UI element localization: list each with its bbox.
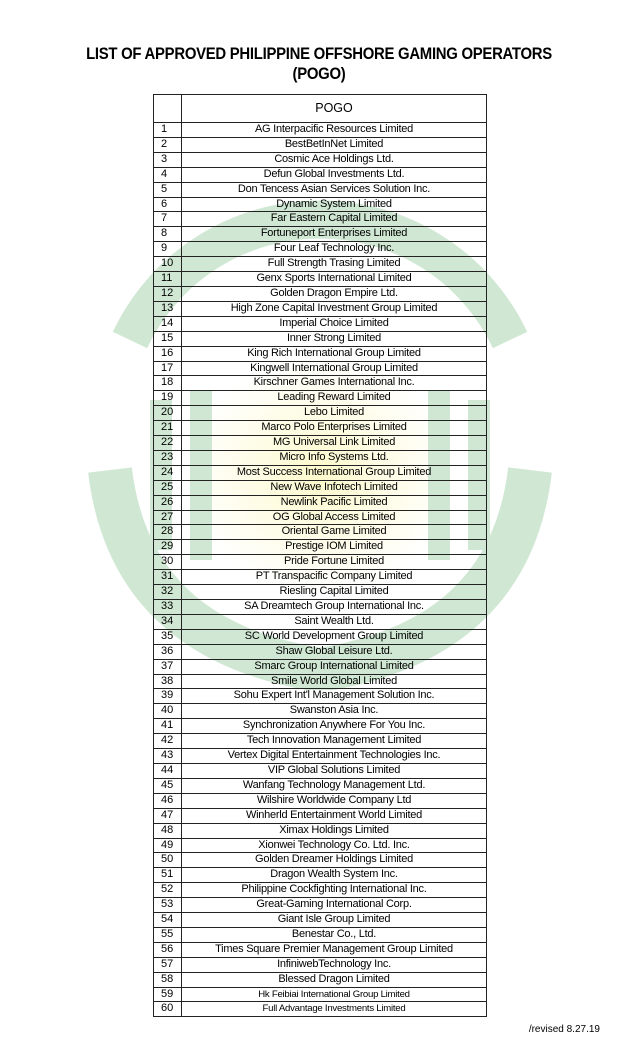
- operator-name: Hk Feibiai International Group Limited: [182, 987, 487, 1002]
- row-number: 11: [154, 272, 182, 287]
- row-number: 51: [154, 868, 182, 883]
- operator-name: Benestar Co., Ltd.: [182, 927, 487, 942]
- operator-name: AG Interpacific Resources Limited: [182, 123, 487, 138]
- operator-name: Golden Dragon Empire Ltd.: [182, 286, 487, 301]
- table-row: [154, 376, 487, 391]
- table-row: [154, 421, 487, 436]
- row-number: 32: [154, 585, 182, 600]
- row-number: 55: [154, 927, 182, 942]
- table-row: [154, 913, 487, 928]
- row-number: 2: [154, 137, 182, 152]
- table-row: [154, 853, 487, 868]
- row-number: 21: [154, 421, 182, 436]
- operator-name: Far Eastern Capital Limited: [182, 212, 487, 227]
- operator-name: Full Advantage Investments Limited: [182, 1002, 487, 1017]
- row-number: 31: [154, 570, 182, 585]
- table-row: [154, 644, 487, 659]
- table-row: [154, 182, 487, 197]
- operator-name: Dynamic System Limited: [182, 197, 487, 212]
- table-row: [154, 286, 487, 301]
- operator-name: Lebo Limited: [182, 406, 487, 421]
- table-row: [154, 227, 487, 242]
- table-row: [154, 346, 487, 361]
- operator-name: Fortuneport Enterprises Limited: [182, 227, 487, 242]
- table-row: [154, 689, 487, 704]
- table-row: [154, 137, 487, 152]
- row-number: 46: [154, 793, 182, 808]
- operator-name: Smile World Global Limited: [182, 674, 487, 689]
- row-number: 40: [154, 704, 182, 719]
- operator-name: OG Global Access Limited: [182, 510, 487, 525]
- table-row: [154, 272, 487, 287]
- row-number: 36: [154, 644, 182, 659]
- revised-date: /revised 8.27.19: [528, 1024, 600, 1035]
- operator-name: Most Success International Group Limited: [182, 465, 487, 480]
- operator-name: SA Dreamtech Group International Inc.: [182, 600, 487, 615]
- row-number: 30: [154, 555, 182, 570]
- row-number: 59: [154, 987, 182, 1002]
- row-number: 14: [154, 316, 182, 331]
- row-number: 56: [154, 942, 182, 957]
- table-row: [154, 361, 487, 376]
- table-body: [154, 123, 487, 1017]
- row-number: 16: [154, 346, 182, 361]
- table-row: [154, 749, 487, 764]
- operator-name: Blessed Dragon Limited: [182, 972, 487, 987]
- row-number: 10: [154, 257, 182, 272]
- operator-name: Don Tencess Asian Services Solution Inc.: [182, 182, 487, 197]
- row-number: 18: [154, 376, 182, 391]
- table-row: [154, 1002, 487, 1017]
- row-number: 24: [154, 465, 182, 480]
- title-line-2: (POGO): [292, 65, 346, 83]
- table-row: [154, 316, 487, 331]
- table-row: [154, 257, 487, 272]
- title-line-1: LIST OF APPROVED PHILIPPINE OFFSHORE GAMING OPERATORS: [86, 45, 552, 63]
- pogo-table: [153, 94, 487, 1017]
- row-number: 8: [154, 227, 182, 242]
- row-number: 57: [154, 957, 182, 972]
- header-number-cell: [154, 95, 182, 123]
- row-number: 25: [154, 480, 182, 495]
- row-number: 3: [154, 152, 182, 167]
- table-row: [154, 301, 487, 316]
- table-row: [154, 614, 487, 629]
- operator-name: Cosmic Ace Holdings Ltd.: [182, 152, 487, 167]
- operator-name: Kingwell International Group Limited: [182, 361, 487, 376]
- row-number: 48: [154, 823, 182, 838]
- table-row: [154, 898, 487, 913]
- operator-name: Swanston Asia Inc.: [182, 704, 487, 719]
- table-row: [154, 972, 487, 987]
- table-row: [154, 763, 487, 778]
- operator-name: Wanfang Technology Management Ltd.: [182, 778, 487, 793]
- row-number: 54: [154, 913, 182, 928]
- row-number: 60: [154, 1002, 182, 1017]
- operator-name: Micro Info Systems Ltd.: [182, 450, 487, 465]
- operator-name: Imperial Choice Limited: [182, 316, 487, 331]
- table-row: [154, 510, 487, 525]
- operator-name: High Zone Capital Investment Group Limited: [182, 301, 487, 316]
- document-title: [26, 44, 613, 84]
- row-number: 43: [154, 749, 182, 764]
- row-number: 27: [154, 510, 182, 525]
- row-number: 17: [154, 361, 182, 376]
- operator-name: Sohu Expert Int'l Management Solution Inc.: [182, 689, 487, 704]
- table-row: [154, 212, 487, 227]
- table-header-row: [154, 95, 487, 123]
- row-number: 5: [154, 182, 182, 197]
- operator-name: Tech Innovation Management Limited: [182, 734, 487, 749]
- row-number: 47: [154, 808, 182, 823]
- table-row: [154, 152, 487, 167]
- operator-name: Great-Gaming International Corp.: [182, 898, 487, 913]
- table-row: [154, 942, 487, 957]
- operator-name: Shaw Global Leisure Ltd.: [182, 644, 487, 659]
- operator-name: Inner Strong Limited: [182, 331, 487, 346]
- operator-name: Philippine Cockfighting International Inc.: [182, 883, 487, 898]
- row-number: 45: [154, 778, 182, 793]
- operator-name: Newlink Pacific Limited: [182, 495, 487, 510]
- row-number: 26: [154, 495, 182, 510]
- table-row: [154, 450, 487, 465]
- row-number: 4: [154, 167, 182, 182]
- row-number: 22: [154, 436, 182, 451]
- table-row: [154, 540, 487, 555]
- operator-name: Saint Wealth Ltd.: [182, 614, 487, 629]
- table-row: [154, 436, 487, 451]
- row-number: 49: [154, 838, 182, 853]
- operator-name: Times Square Premier Management Group Limited: [182, 942, 487, 957]
- table-row: [154, 927, 487, 942]
- operator-name: InfiniwebTechnology Inc.: [182, 957, 487, 972]
- table-row: [154, 600, 487, 615]
- operator-name: Giant Isle Group Limited: [182, 913, 487, 928]
- row-number: 39: [154, 689, 182, 704]
- operator-name: Four Leaf Technology Inc.: [182, 242, 487, 257]
- row-number: 41: [154, 719, 182, 734]
- row-number: 35: [154, 629, 182, 644]
- row-number: 52: [154, 883, 182, 898]
- operator-name: PT Transpacific Company Limited: [182, 570, 487, 585]
- table-row: [154, 555, 487, 570]
- row-number: 9: [154, 242, 182, 257]
- row-number: 58: [154, 972, 182, 987]
- row-number: 42: [154, 734, 182, 749]
- operator-name: Marco Polo Enterprises Limited: [182, 421, 487, 436]
- operator-name: Synchronization Anywhere For You Inc.: [182, 719, 487, 734]
- table-row: [154, 734, 487, 749]
- row-number: 12: [154, 286, 182, 301]
- operator-name: VIP Global Solutions Limited: [182, 763, 487, 778]
- table-row: [154, 823, 487, 838]
- table-row: [154, 242, 487, 257]
- operator-name: SC World Development Group Limited: [182, 629, 487, 644]
- table-row: [154, 868, 487, 883]
- operator-name: Xionwei Technology Co. Ltd. Inc.: [182, 838, 487, 853]
- row-number: 37: [154, 659, 182, 674]
- table-row: [154, 838, 487, 853]
- table-row: [154, 391, 487, 406]
- operator-name: New Wave Infotech Limited: [182, 480, 487, 495]
- table-row: [154, 480, 487, 495]
- operator-name: Defun Global Investments Ltd.: [182, 167, 487, 182]
- table-row: [154, 585, 487, 600]
- row-number: 34: [154, 614, 182, 629]
- header-pogo: POGO: [182, 95, 487, 123]
- operator-name: Full Strength Trasing Limited: [182, 257, 487, 272]
- operator-name: Dragon Wealth System Inc.: [182, 868, 487, 883]
- table-row: [154, 778, 487, 793]
- row-number: 38: [154, 674, 182, 689]
- row-number: 29: [154, 540, 182, 555]
- row-number: 7: [154, 212, 182, 227]
- table-row: [154, 719, 487, 734]
- table-row: [154, 197, 487, 212]
- table-row: [154, 331, 487, 346]
- operator-name: Vertex Digital Entertainment Technologies Inc.: [182, 749, 487, 764]
- row-number: 6: [154, 197, 182, 212]
- table-row: [154, 406, 487, 421]
- row-number: 20: [154, 406, 182, 421]
- operator-name: MG Universal Link Limited: [182, 436, 487, 451]
- operator-name: BestBetInNet Limited: [182, 137, 487, 152]
- table-row: [154, 570, 487, 585]
- table-row: [154, 525, 487, 540]
- table-row: [154, 883, 487, 898]
- row-number: 1: [154, 123, 182, 138]
- row-number: 53: [154, 898, 182, 913]
- operator-name: King Rich International Group Limited: [182, 346, 487, 361]
- table-row: [154, 808, 487, 823]
- row-number: 15: [154, 331, 182, 346]
- row-number: 50: [154, 853, 182, 868]
- row-number: 33: [154, 600, 182, 615]
- operator-name: Prestige IOM Limited: [182, 540, 487, 555]
- table-row: [154, 123, 487, 138]
- operator-name: Kirschner Games International Inc.: [182, 376, 487, 391]
- table-row: [154, 987, 487, 1002]
- row-number: 13: [154, 301, 182, 316]
- row-number: 23: [154, 450, 182, 465]
- operator-name: Wilshire Worldwide Company Ltd: [182, 793, 487, 808]
- row-number: 28: [154, 525, 182, 540]
- table-row: [154, 495, 487, 510]
- operator-name: Riesling Capital Limited: [182, 585, 487, 600]
- operator-name: Golden Dreamer Holdings Limited: [182, 853, 487, 868]
- table-row: [154, 629, 487, 644]
- operator-name: Genx Sports International Limited: [182, 272, 487, 287]
- operator-name: Winherld Entertainment World Limited: [182, 808, 487, 823]
- row-number: 44: [154, 763, 182, 778]
- table-row: [154, 957, 487, 972]
- table-row: [154, 793, 487, 808]
- table-row: [154, 704, 487, 719]
- table-row: [154, 465, 487, 480]
- operator-name: Oriental Game Limited: [182, 525, 487, 540]
- table-row: [154, 674, 487, 689]
- table-row: [154, 167, 487, 182]
- operator-name: Pride Fortune Limited: [182, 555, 487, 570]
- table-row: [154, 659, 487, 674]
- operator-name: Ximax Holdings Limited: [182, 823, 487, 838]
- operator-name: Leading Reward Limited: [182, 391, 487, 406]
- row-number: 19: [154, 391, 182, 406]
- operator-name: Smarc Group International Limited: [182, 659, 487, 674]
